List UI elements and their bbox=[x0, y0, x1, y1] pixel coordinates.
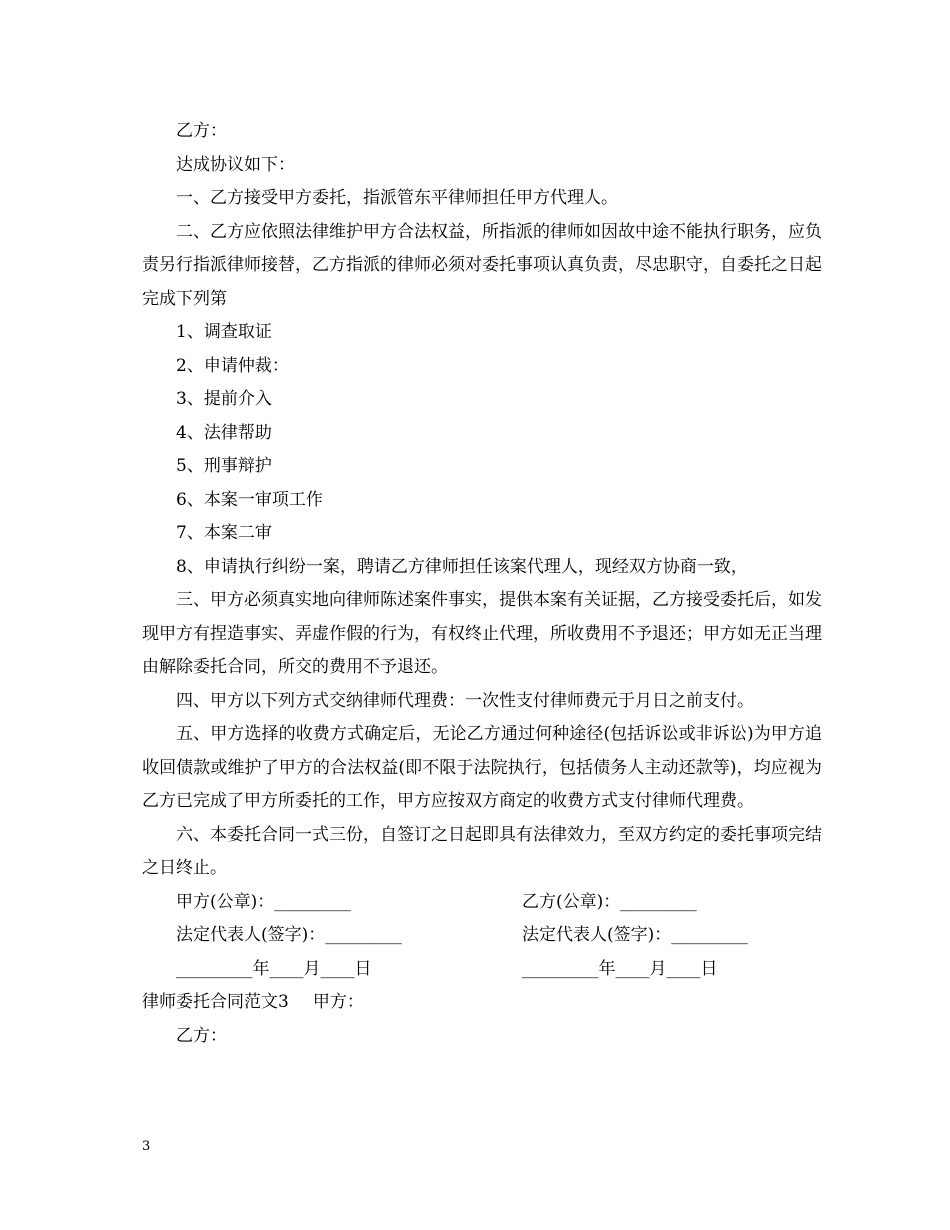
list-item-4: 4、法律帮助 bbox=[176, 422, 272, 443]
clause-6: 六、本委托合同一式三份，自签订之日起即具有法律效力，至双方约定的委托事项完结之日终止。 bbox=[142, 824, 822, 878]
clause-2: 二、乙方应依照法律维护甲方合法权益，所指派的律师如因故中途不能执行职务，应负责另行指派律师接替，乙方指派的律师必须对委托事项认真负责，尽忠职守，自委托之日起完成下列第 bbox=[142, 221, 822, 309]
clause-4: 四、甲方以下列方式交纳律师代理费：一次性支付律师费元于月日之前支付。 bbox=[176, 690, 754, 711]
list-item-2: 2、申请仲裁： bbox=[176, 355, 289, 376]
page-number: 3 bbox=[142, 1139, 151, 1154]
party-b-date-field: _________年____月____日 bbox=[522, 958, 718, 979]
signature-rep-row bbox=[142, 919, 822, 953]
signature-seal-row bbox=[142, 886, 822, 920]
signature-date-row bbox=[142, 953, 822, 987]
list-item-7: 7、本案二审 bbox=[176, 523, 272, 543]
party-b-representative-field: 法定代表人(签字)：_________ bbox=[522, 925, 748, 945]
party-a-representative-field: 法定代表人(签字)：_________ bbox=[176, 925, 402, 945]
clause-1: 一、乙方接受甲方委托，指派管东平律师担任甲方代理人。 bbox=[176, 188, 618, 208]
document-body bbox=[142, 115, 822, 1053]
next-section-party-b: 乙方： bbox=[176, 1025, 227, 1046]
party-b-line: 乙方： bbox=[176, 121, 227, 141]
list-item-8: 8、申请执行纠纷一案，聘请乙方律师担任该案代理人，现经双方协商一致， bbox=[176, 556, 748, 577]
next-section-heading bbox=[142, 986, 822, 1020]
list-item-5: 5、刑事辩护 bbox=[176, 456, 272, 476]
clause-5: 五、甲方选择的收费方式确定后，无论乙方通过何种途径(包括诉讼或非诉讼)为甲方追收回债款或维护了甲方的合法权益(即不限于法院执行，包括债务人主动还款等)，均应视为乙方已完成了甲方所委托的工作，甲方应按双方商定的收费方式支付律师代理费。 bbox=[142, 724, 822, 811]
list-item-3: 3、提前介入 bbox=[176, 389, 272, 409]
party-a-seal-field: 甲方(公章)：_________ bbox=[176, 891, 351, 912]
next-section-title: 律师委托合同范文3 bbox=[142, 992, 289, 1012]
agreement-intro: 达成协议如下： bbox=[176, 154, 295, 175]
party-b-seal-field: 乙方(公章)：_________ bbox=[522, 891, 697, 912]
next-section-party-a: 甲方： bbox=[312, 992, 364, 1012]
list-item-6: 6、本案一审项工作 bbox=[176, 489, 323, 510]
party-a-date-field: _________年____月____日 bbox=[176, 958, 372, 979]
clause-3: 三、甲方必须真实地向律师陈述案件事实，提供本案有关证据，乙方接受委托后，如发现甲方有捏造事实、弄虚作假的行为，有权终止代理，所收费用不予退还；甲方如无正当理由解除委托合同，所交的费用不予退还。 bbox=[142, 590, 822, 677]
list-item-1: 1、调查取证 bbox=[176, 322, 272, 342]
